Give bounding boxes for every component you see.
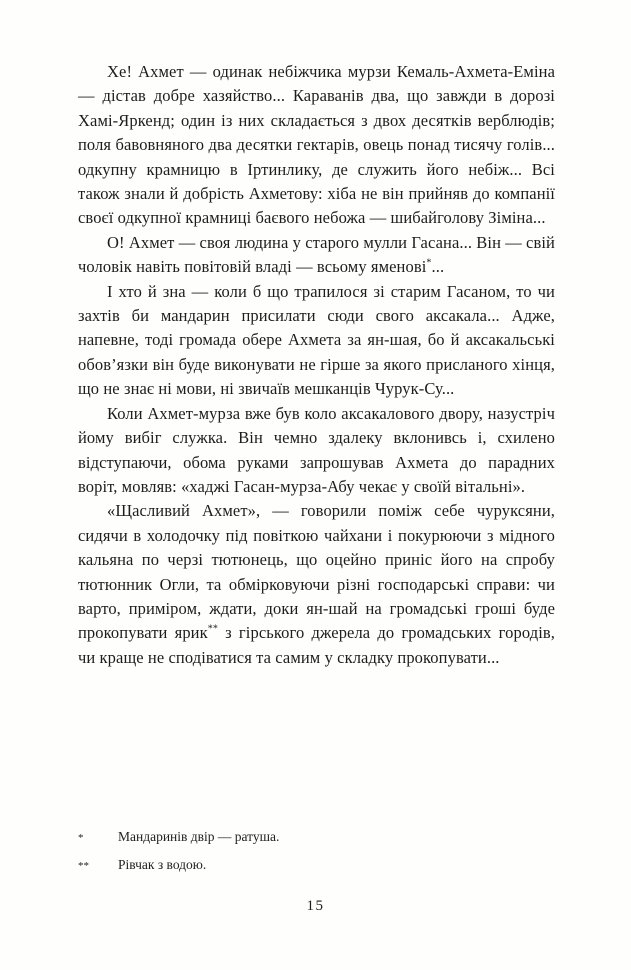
footnote-text: Рівчак з водою. xyxy=(118,856,207,872)
paragraph-text: з гірського джерела до громадських городів, чи краще не сподіватися та самим у складку прокопувати... xyxy=(78,623,555,667)
footnote xyxy=(78,824,555,852)
paragraph xyxy=(78,60,555,231)
text-block xyxy=(78,60,555,670)
paragraph xyxy=(78,499,555,670)
footnote-marker: * xyxy=(78,832,84,844)
footnotes xyxy=(78,824,555,879)
paragraph-text: ... xyxy=(431,257,445,277)
paragraph-text: І хто й зна — коли б що трапилося зі старим Гасаном, то чи захтів би мандарин присилати сюди свого аксакала... Адже, напевне, тоді громада обере Ахмета за ян-шая, бо й аксакальські обов’язки він буде виконувати не гірше за якого присланого хінця, що не знає ні мови, ні звичаїв мешканців Чурук-Су... xyxy=(78,281,555,399)
paragraph-text: Хе! Ахмет — одинак небіжчика мурзи Кемаль-Ахмета-Еміна — дістав добре хазяйство... Караванів два, що завжди в дорозі Хамі-Яркенд; один із них складається з двох десятків верблюдів; поля бавовняного два десятки гектарів, овець понад тисячу голів... одкупну крамницю в Іртинлику, де служить його небіж... Всі також знали й добрість Ахметову: хіба не він прийняв до компанії своєї одкупної крамниці баєвого небожа — шибайголову Зіміна... xyxy=(78,62,555,228)
footnote-text: Мандаринів двір — ратуша. xyxy=(118,829,280,844)
footnote xyxy=(78,852,555,880)
footnote-marker: ** xyxy=(78,859,89,872)
footnote-reference: * xyxy=(426,257,432,269)
paragraph xyxy=(78,231,555,280)
paragraph-text: «Щасливий Ахмет», — говорили поміж себе чуруксяни, сидячи в холодочку під повіткою чайхани і покурюючи з мідного кальяна по черзі тютюнець, що оцейно приніс його на спробу тютюнник Огли, та обмірковуючи різні господарські справи: чи варто, приміром, ждати, доки ян-шай на громадські гроші буде прокопувати ярик xyxy=(78,501,555,643)
page-number: 15 xyxy=(306,898,325,914)
footnote-reference: ** xyxy=(207,623,218,635)
paragraph-text: Коли Ахмет-мурза вже був коло аксакалового двору, назустріч йому вибіг служка. Він чемно здалеку вклонивсь і, схилено відступаючи, обома руками запрошував Ахмета до парадних воріт, мовляв: «хаджі Гасан-мурза-Абу чекає у своїй вітальні». xyxy=(78,403,555,496)
paragraph-text: О! Ахмет — своя людина у старого мулли Гасана... Він — свій чоловік навіть повітовій владі — всьому яменові xyxy=(78,232,555,277)
paragraph xyxy=(78,402,555,500)
paragraph xyxy=(78,280,555,402)
